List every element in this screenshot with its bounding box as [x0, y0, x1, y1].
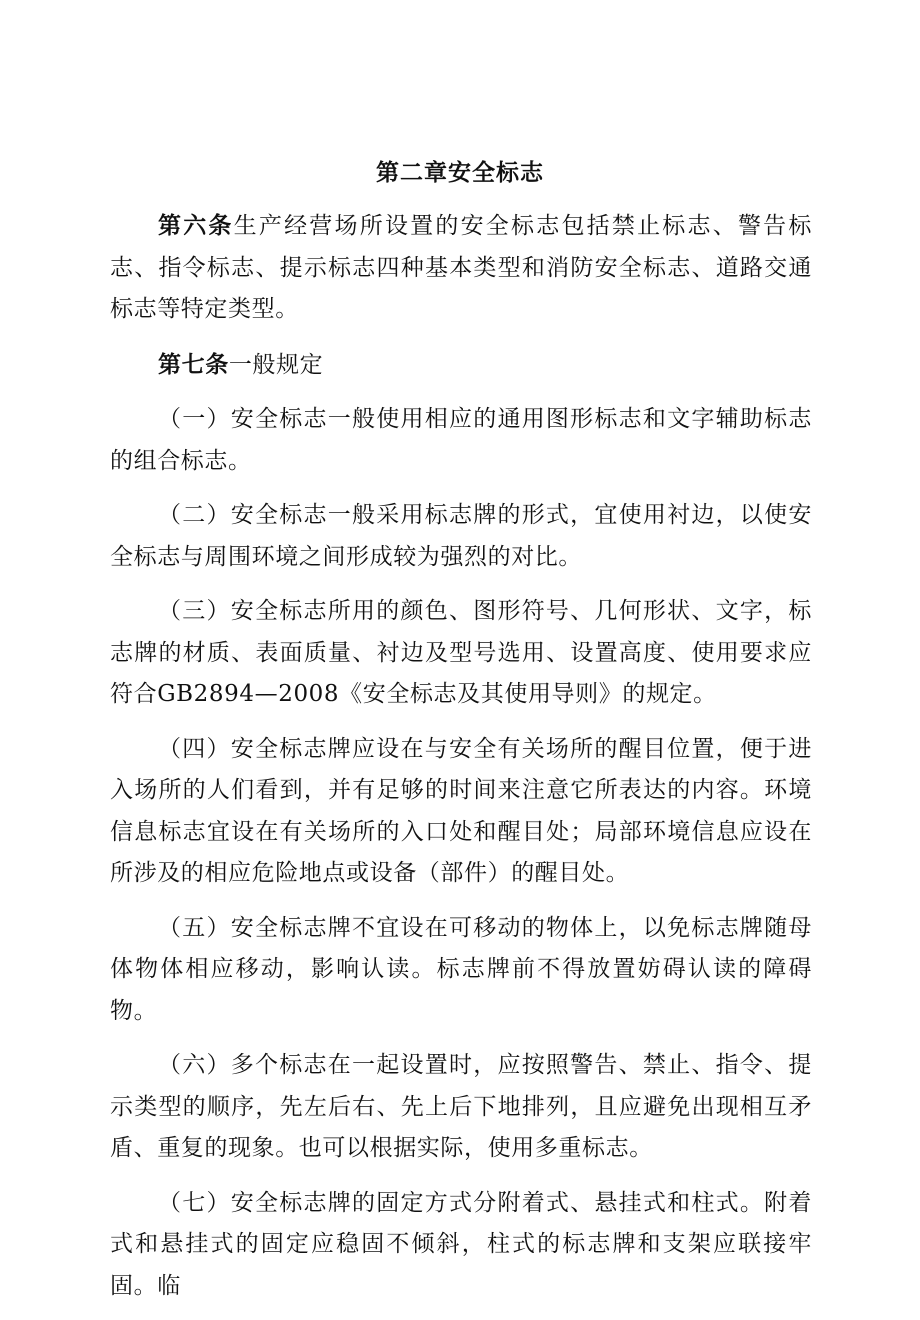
article-7	[110, 344, 812, 387]
article-6-text: 生产经营场所设置的安全标志包括禁止标志、警告标志、指令标志、提示标志四种基本类型和消防安全标志、道路交通标志等特定类型。	[110, 213, 812, 322]
article-7-label: 第七条	[158, 350, 229, 378]
clause-4: （四）安全标志牌应设在与安全有关场所的醒目位置，便于进入场所的人们看到，并有足够的时间来注意它所表达的内容。环境信息标志宜设在有关场所的入口处和醒目处；局部环境信息应设在所涉及的相应危险地点或设备（部件）的醒目处。	[110, 735, 812, 886]
clause-2: （二）安全标志一般采用标志牌的形式，宜使用衬边，以使安全标志与周围环境之间形成较为强烈的对比。	[110, 502, 812, 570]
article-6-label: 第六条	[158, 212, 234, 239]
article-6	[110, 205, 812, 331]
clause-5: （五）安全标志牌不宜设在可移动的物体上，以免标志牌随母体物体相应移动，影响认读。标志牌前不得放置妨碍认读的障碍物。	[110, 914, 812, 1024]
clause-6: （六）多个标志在一起设置时，应按照警告、禁止、指令、提示类型的顺序，先左后右、先上后下地排列，且应避免出现相互矛盾、重复的现象。也可以根据实际，使用多重标志。	[110, 1052, 812, 1161]
chapter-title: 第二章安全标志	[376, 159, 544, 186]
clause-7: （七）安全标志牌的固定方式分附着式、悬挂式和柱式。附着式和悬挂式的固定应稳固不倾斜，柱式的标志牌和支架应联接牢固。临	[110, 1189, 812, 1299]
article-7-text: 一般规定	[228, 351, 324, 378]
document-body	[110, 205, 812, 1320]
clause-3: （三）安全标志所用的颜色、图形符号、几何形状、文字，标志牌的材质、表面质量、衬边及型号选用、设置高度、使用要求应符合GB2894—2008《安全标志及其使用导则》的规定。	[110, 598, 812, 707]
clause-1: （一）安全标志一般使用相应的通用图形标志和文字辅助标志的组合标志。	[110, 406, 812, 474]
